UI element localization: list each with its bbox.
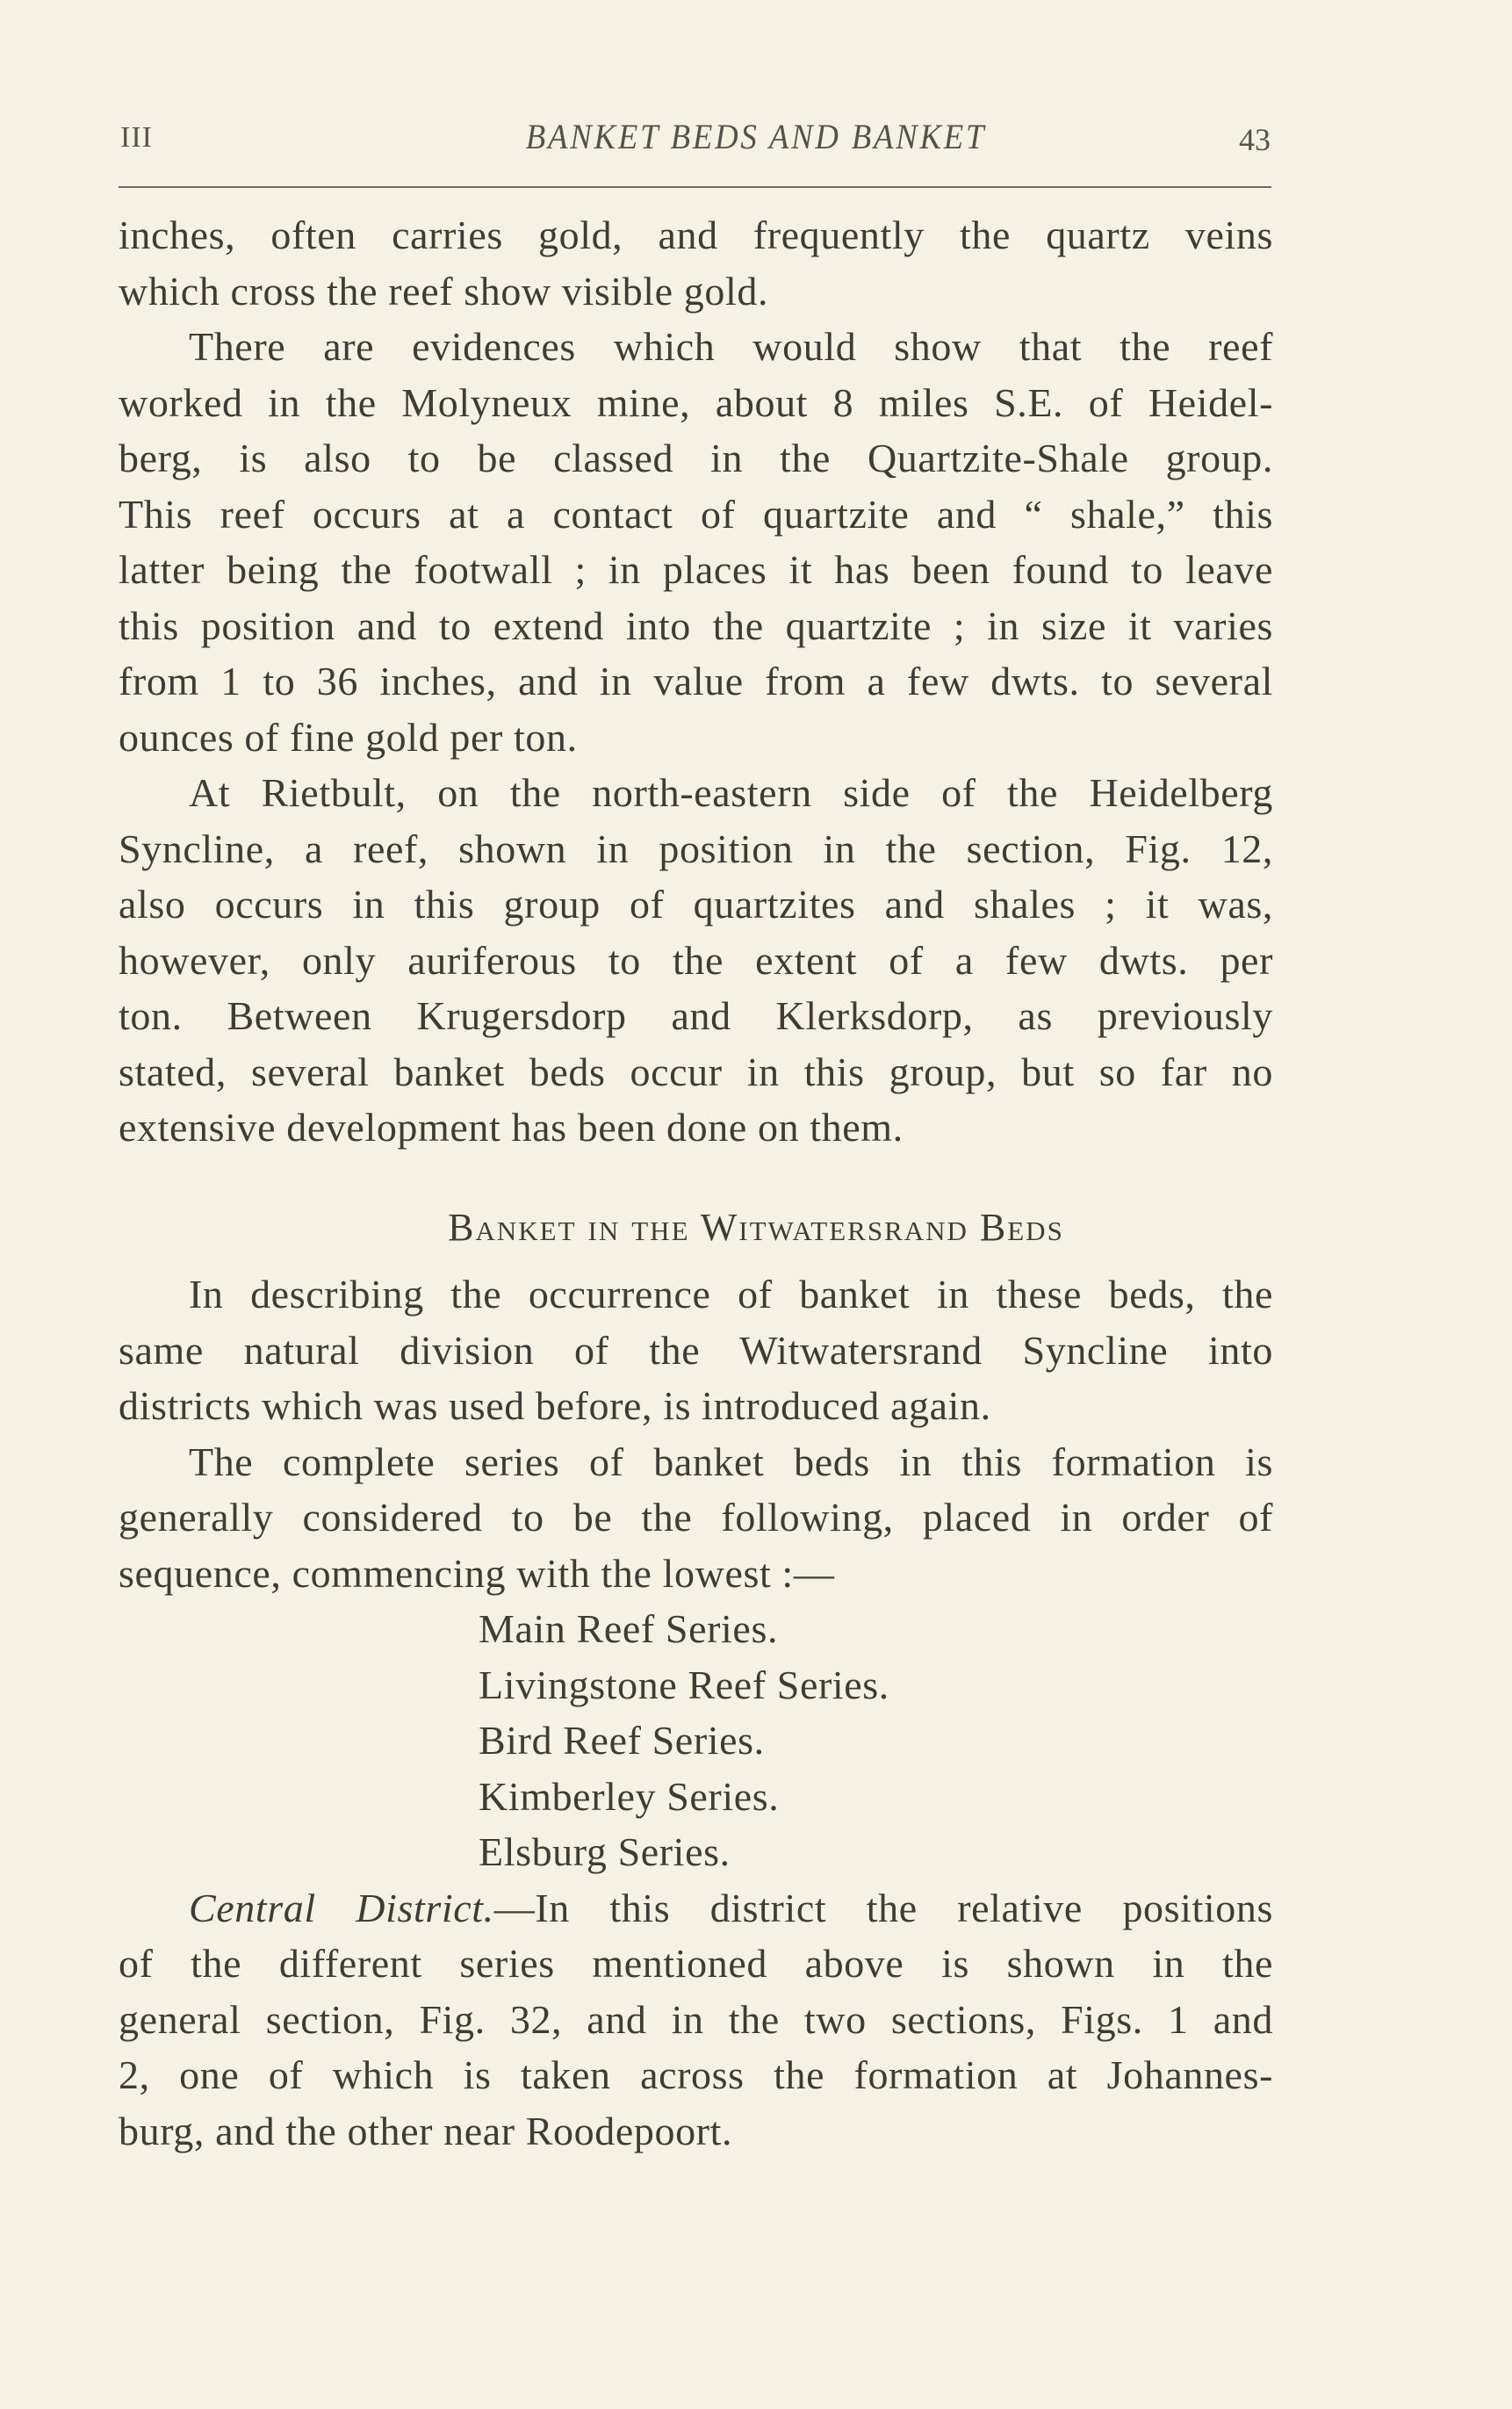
text-line: This reef occurs at a contact of quartzite and “ shale,” this xyxy=(119,491,1273,537)
text-line: however, only auriferous to the extent of a few dwts. per xyxy=(119,937,1273,983)
text-line: ton. Between Krugersdorp and Klerksdorp, as previously xyxy=(119,993,1273,1038)
text-line: general section, Fig. 32, and in the two sections, Figs. 1 and xyxy=(119,1996,1273,2042)
text-line: of the different series mentioned above is shown in the xyxy=(119,1941,1273,1986)
line-text: —In this district the relative positions xyxy=(493,1885,1273,1930)
text-line: same natural division of the Witwatersrand Syncline into xyxy=(119,1327,1273,1373)
text-line: districts which was used before, is introduced again. xyxy=(119,1383,991,1428)
list-item: Main Reef Series. xyxy=(479,1606,779,1651)
text-line: inches, often carries gold, and frequently the quartz veins xyxy=(119,213,1273,257)
body-text-section-b xyxy=(119,1266,1273,2159)
chapter-number: III xyxy=(120,121,153,154)
text-line: The complete series of banket beds in this formation is xyxy=(189,1439,1273,1484)
section-heading: Banket in the Witwatersrand Beds xyxy=(448,1206,1064,1249)
body-text-section-a xyxy=(119,207,1273,1156)
page-number: 43 xyxy=(1239,122,1271,157)
text-line: sequence, commencing with the lowest :— xyxy=(119,1550,835,1596)
text-line: At Rietbult, on the north-eastern side of the Heidelberg xyxy=(189,770,1273,815)
text-line: burg, and the other near Roodepoort. xyxy=(119,2108,733,2153)
text-line: There are evidences which would show that the reef xyxy=(189,324,1273,369)
text-line: latter being the footwall ; in places it has been found to leave xyxy=(119,547,1273,592)
text-line: also occurs in this group of quartzites and shales ; it was, xyxy=(119,882,1273,927)
italic-lead: Central District. xyxy=(189,1885,494,1930)
list-item: Kimberley Series. xyxy=(479,1773,780,1819)
text-line: generally considered to be the following, placed in order of xyxy=(119,1495,1273,1540)
text-line: stated, several banket beds occur in this group, but so far no xyxy=(119,1049,1273,1094)
text-line: ounces of fine gold per ton. xyxy=(119,714,578,760)
list-item: Livingstone Reef Series. xyxy=(479,1662,889,1707)
text-line: berg, is also to be classed in the Quartzite-Shale group. xyxy=(119,436,1273,480)
series-list xyxy=(119,1601,1273,1880)
list-item: Elsburg Series. xyxy=(479,1829,731,1874)
text-line: from 1 to 36 inches, and in value from a few dwts. to several xyxy=(119,659,1273,703)
text-line: Syncline, a reef, shown in position in the section, Fig. 12, xyxy=(119,826,1273,871)
paragraph xyxy=(119,319,1273,765)
text-line xyxy=(119,1880,1273,1937)
paragraph xyxy=(119,1266,1273,1434)
text-line: which cross the reef show visible gold. xyxy=(119,268,769,314)
paragraph xyxy=(119,1434,1273,1602)
text-line: extensive development has been done on them. xyxy=(119,1105,904,1150)
paragraph xyxy=(119,1880,1273,2160)
text-line: this position and to extend into the quartzite ; in size it varies xyxy=(119,602,1273,648)
text-line: 2, one of which is taken across the formation at Johannes- xyxy=(119,2052,1273,2097)
text-line: worked in the Molyneux mine, about 8 miles S.E. of Heidel- xyxy=(119,379,1273,425)
header-rule xyxy=(119,186,1271,188)
paragraph xyxy=(119,765,1273,1156)
list-item: Bird Reef Series. xyxy=(479,1718,765,1763)
running-head-title: BANKET BEDS AND BANKET xyxy=(525,117,987,156)
paragraph xyxy=(119,207,1273,319)
text-line: In describing the occurrence of banket in these beds, the xyxy=(189,1272,1273,1316)
